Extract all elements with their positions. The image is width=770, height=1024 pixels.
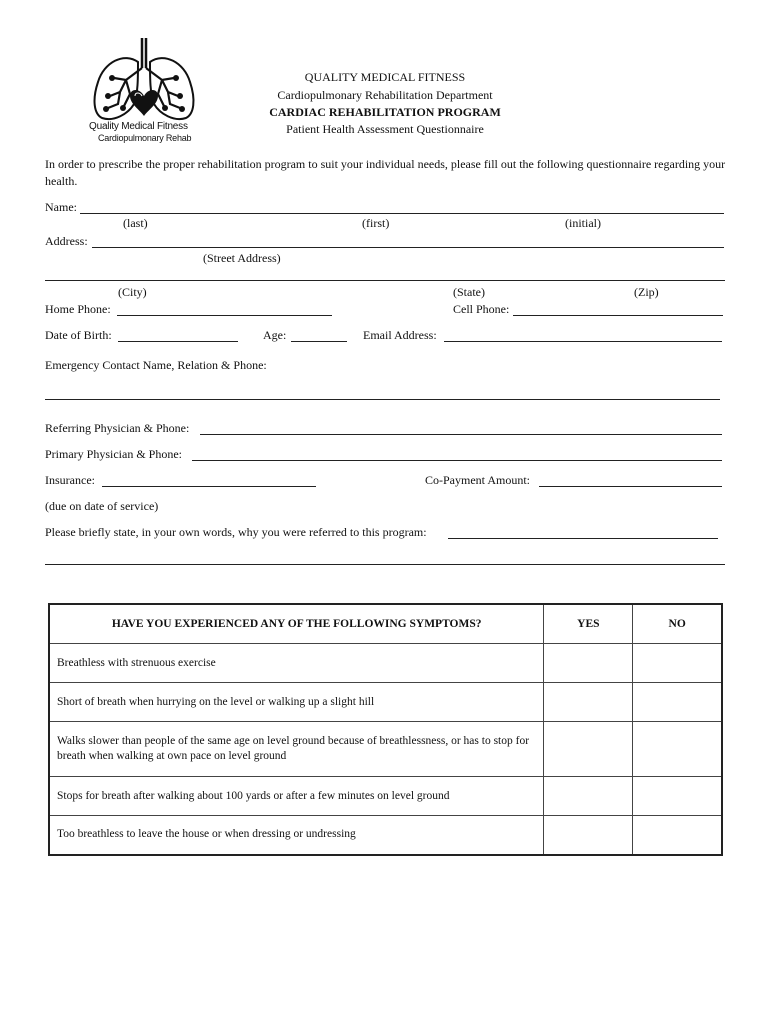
symptom-text: Breathless with strenuous exercise	[49, 644, 544, 683]
no-checkbox-cell[interactable]	[633, 777, 722, 816]
referral-reason-label: Please briefly state, in your own words, why you were referred to this program:	[45, 525, 427, 539]
symptom-text: Stops for breath after walking about 100 yards or after a few minutes on level ground	[49, 777, 544, 816]
yes-checkbox-cell[interactable]	[544, 683, 633, 722]
symptom-text: Short of breath when hurrying on the level or walking up a slight hill	[49, 683, 544, 722]
copay-field[interactable]	[539, 486, 722, 487]
email-field[interactable]	[444, 341, 722, 342]
state-caption: (State)	[453, 285, 485, 299]
logo-name: Quality Medical Fitness	[89, 121, 188, 132]
org-name: QUALITY MEDICAL FITNESS	[304, 70, 466, 84]
city-state-zip-field[interactable]	[45, 280, 725, 281]
no-checkbox-cell[interactable]	[633, 644, 722, 683]
yes-checkbox-cell[interactable]	[544, 644, 633, 683]
symptoms-header: HAVE YOU EXPERIENCED ANY OF THE FOLLOWING SYMPTOMS?	[49, 604, 544, 644]
referring-physician-field[interactable]	[200, 434, 722, 435]
name-last-caption: (last)	[123, 216, 148, 230]
insurance-field[interactable]	[102, 486, 316, 487]
emergency-contact-label: Emergency Contact Name, Relation & Phone:	[45, 358, 267, 372]
table-row	[49, 644, 722, 683]
cell-phone-label: Cell Phone:	[453, 302, 510, 316]
referral-reason-field[interactable]	[448, 538, 718, 539]
no-checkbox-cell[interactable]	[633, 683, 722, 722]
cell-phone-field[interactable]	[513, 315, 723, 316]
table-row	[49, 777, 722, 816]
department: Cardiopulmonary Rehabilitation Department	[277, 88, 493, 102]
no-header: NO	[633, 604, 722, 644]
name-first-caption: (first)	[362, 216, 390, 230]
yes-checkbox-cell[interactable]	[544, 816, 633, 855]
address-label: Address:	[45, 234, 88, 248]
table-row	[49, 683, 722, 722]
referring-physician-label: Referring Physician & Phone:	[45, 421, 190, 435]
no-checkbox-cell[interactable]	[633, 722, 722, 777]
copay-due-note: (due on date of service)	[45, 499, 159, 513]
copay-label: Co-Payment Amount:	[425, 473, 530, 487]
city-caption: (City)	[118, 285, 147, 299]
referral-reason-field-2[interactable]	[45, 564, 725, 565]
email-label: Email Address:	[363, 328, 437, 342]
home-phone-label: Home Phone:	[45, 302, 111, 316]
program-title: CARDIAC REHABILITATION PROGRAM	[269, 105, 501, 119]
yes-header: YES	[544, 604, 633, 644]
intro-text: In order to prescribe the proper rehabilitation program to suit your individual needs, please fill out the following questionnaire regarding your health.	[45, 157, 726, 188]
street-caption: (Street Address)	[203, 251, 281, 265]
name-initial-caption: (initial)	[565, 216, 601, 230]
dob-field[interactable]	[118, 341, 238, 342]
symptoms-table	[48, 603, 723, 856]
yes-checkbox-cell[interactable]	[544, 777, 633, 816]
age-label: Age:	[263, 328, 287, 342]
dob-label: Date of Birth:	[45, 328, 112, 342]
name-label: Name:	[45, 200, 77, 214]
zip-caption: (Zip)	[634, 285, 659, 299]
table-row	[49, 816, 722, 855]
table-row	[49, 722, 722, 777]
primary-physician-field[interactable]	[192, 460, 722, 461]
home-phone-field[interactable]	[117, 315, 332, 316]
yes-checkbox-cell[interactable]	[544, 722, 633, 777]
age-field[interactable]	[291, 341, 347, 342]
insurance-label: Insurance:	[45, 473, 95, 487]
primary-physician-label: Primary Physician & Phone:	[45, 447, 182, 461]
logo-subtitle: Cardiopulmonary Rehab	[98, 133, 192, 143]
symptom-text: Walks slower than people of the same age on level ground because of breathlessness, or has to stop for breath when walking at own pace on level ground	[49, 722, 544, 777]
table-header-row	[49, 604, 722, 644]
emergency-contact-field[interactable]	[45, 399, 720, 400]
symptom-text: Too breathless to leave the house or when dressing or undressing	[49, 816, 544, 855]
street-address-field[interactable]	[92, 247, 724, 248]
form-title: Patient Health Assessment Questionnaire	[286, 122, 484, 136]
name-field[interactable]	[80, 213, 724, 214]
no-checkbox-cell[interactable]	[633, 816, 722, 855]
